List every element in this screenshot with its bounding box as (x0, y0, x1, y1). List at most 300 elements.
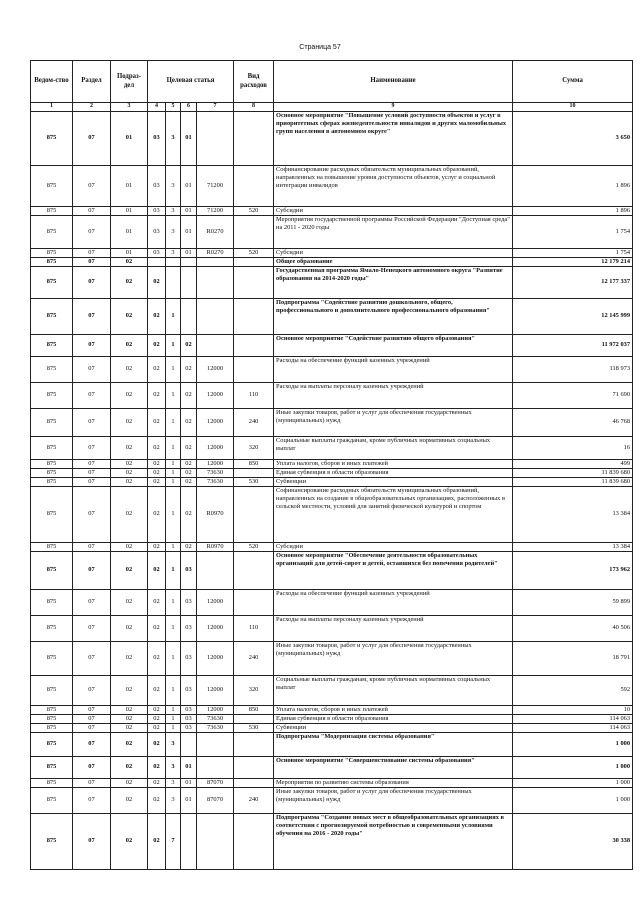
sum-cell: 592 (513, 675, 633, 705)
target-1-cell: 02 (148, 298, 166, 334)
target-4-cell (197, 334, 234, 356)
podrazdel-cell: 02 (111, 468, 148, 477)
target-4-cell: 73630 (197, 714, 234, 723)
razdel-cell: 07 (73, 756, 111, 778)
table-row (31, 778, 633, 787)
razdel-cell: 07 (73, 266, 111, 298)
target-2-cell: 1 (166, 542, 181, 551)
sum-cell: 11 972 037 (513, 334, 633, 356)
target-3-cell: 01 (181, 756, 197, 778)
razdel-cell: 07 (73, 468, 111, 477)
vid-cell: 520 (234, 206, 274, 215)
target-2-cell: 1 (166, 675, 181, 705)
ved-cell: 875 (31, 257, 73, 266)
podrazdel-cell: 02 (111, 723, 148, 732)
ved-cell: 875 (31, 111, 73, 165)
sum-cell: 1 000 (513, 756, 633, 778)
razdel-cell: 07 (73, 436, 111, 459)
col-number: 9 (274, 103, 513, 112)
table-row (31, 459, 633, 468)
name-cell: Расходы на выплаты персоналу казенных учреждений (274, 615, 513, 641)
target-4-cell: R0270 (197, 215, 234, 248)
name-cell: Государственная программа Ямало-Ненецкого автономного округа "Развитие образования на 2014-2020 годы" (274, 266, 513, 298)
name-cell: Социальные выплаты гражданам, кроме публичных нормативных социальных выплат (274, 675, 513, 705)
ved-cell: 875 (31, 486, 73, 542)
name-cell: Единая субвенция в области образования (274, 714, 513, 723)
vid-cell (234, 486, 274, 542)
target-3-cell: 03 (181, 615, 197, 641)
razdel-cell: 07 (73, 615, 111, 641)
name-cell: Субвенции (274, 477, 513, 486)
ved-cell: 875 (31, 334, 73, 356)
name-cell: Субсидии (274, 248, 513, 257)
target-3-cell: 03 (181, 675, 197, 705)
target-2-cell (166, 257, 181, 266)
ved-cell: 875 (31, 298, 73, 334)
target-4-cell (197, 111, 234, 165)
podrazdel-cell: 01 (111, 248, 148, 257)
vid-cell (234, 165, 274, 206)
sum-cell: 1 896 (513, 165, 633, 206)
podrazdel-cell: 02 (111, 714, 148, 723)
table-row (31, 206, 633, 215)
col-number: 2 (73, 103, 111, 112)
table-row (31, 248, 633, 257)
sum-cell: 59 899 (513, 589, 633, 615)
table-row (31, 542, 633, 551)
ved-cell: 875 (31, 408, 73, 436)
name-cell: Основное мероприятие "Совершенствование системы образования" (274, 756, 513, 778)
ved-cell: 875 (31, 589, 73, 615)
vid-cell: 240 (234, 787, 274, 813)
target-2-cell: 1 (166, 436, 181, 459)
name-cell: Основное мероприятие "Повышение условий доступности объектов и услуг в приоритетных сферах жизнедеятельности инвалидов и других маломобильных групп населения в автономном округе" (274, 111, 513, 165)
ved-cell: 875 (31, 356, 73, 382)
target-1-cell: 02 (148, 615, 166, 641)
vid-cell (234, 732, 274, 756)
sum-cell: 1 896 (513, 206, 633, 215)
target-1-cell: 02 (148, 756, 166, 778)
target-3-cell: 03 (181, 723, 197, 732)
ved-cell: 875 (31, 675, 73, 705)
target-2-cell: 1 (166, 705, 181, 714)
razdel-cell: 07 (73, 206, 111, 215)
table-row (31, 551, 633, 589)
target-2-cell: 1 (166, 334, 181, 356)
podrazdel-cell: 02 (111, 551, 148, 589)
vid-cell: 110 (234, 382, 274, 408)
table-row (31, 257, 633, 266)
podrazdel-cell: 02 (111, 641, 148, 675)
table-row (31, 165, 633, 206)
podrazdel-cell: 02 (111, 756, 148, 778)
vid-cell: 240 (234, 641, 274, 675)
target-4-cell: 71200 (197, 206, 234, 215)
vid-cell (234, 714, 274, 723)
name-cell: Расходы на обеспечение функций казенных учреждений (274, 356, 513, 382)
vid-cell (234, 334, 274, 356)
target-2-cell: 1 (166, 641, 181, 675)
target-2-cell: 1 (166, 723, 181, 732)
target-1-cell: 02 (148, 778, 166, 787)
col-number: 8 (234, 103, 274, 112)
target-1-cell: 03 (148, 215, 166, 248)
name-cell: Субвенции (274, 723, 513, 732)
target-2-cell: 1 (166, 615, 181, 641)
vid-cell: 240 (234, 408, 274, 436)
ved-cell: 875 (31, 615, 73, 641)
sum-cell: 13 384 (513, 486, 633, 542)
header-sum: Сумма (513, 61, 633, 103)
ved-cell: 875 (31, 723, 73, 732)
vid-cell (234, 266, 274, 298)
name-cell: Социальные выплаты гражданам, кроме публичных нормативных социальных выплат (274, 436, 513, 459)
target-3-cell: 02 (181, 542, 197, 551)
name-cell: Мероприятия по развитию системы образования (274, 778, 513, 787)
podrazdel-cell: 02 (111, 705, 148, 714)
target-3-cell: 02 (181, 382, 197, 408)
target-2-cell: 1 (166, 408, 181, 436)
razdel-cell: 07 (73, 248, 111, 257)
target-1-cell: 03 (148, 111, 166, 165)
name-cell: Подпрограмма "Содействие развитию дошкольного, общего, профессионального и дополнительного профессионального образования" (274, 298, 513, 334)
vid-cell (234, 215, 274, 248)
name-cell: Мероприятия государственной программы Российской Федерации "Доступная среда" на 2011 - 2020 годы (274, 215, 513, 248)
target-2-cell: 7 (166, 813, 181, 869)
target-4-cell: 12000 (197, 641, 234, 675)
target-2-cell: 1 (166, 468, 181, 477)
table-row (31, 787, 633, 813)
target-1-cell: 02 (148, 266, 166, 298)
target-4-cell (197, 298, 234, 334)
vid-cell: 320 (234, 436, 274, 459)
podrazdel-cell: 02 (111, 334, 148, 356)
table-row (31, 675, 633, 705)
podrazdel-cell: 02 (111, 298, 148, 334)
target-2-cell: 3 (166, 756, 181, 778)
podrazdel-cell: 02 (111, 813, 148, 869)
target-1-cell: 02 (148, 787, 166, 813)
sum-cell: 118 973 (513, 356, 633, 382)
target-4-cell: 73630 (197, 477, 234, 486)
vid-cell: 530 (234, 477, 274, 486)
podrazdel-cell: 02 (111, 486, 148, 542)
podrazdel-cell: 02 (111, 732, 148, 756)
target-3-cell: 02 (181, 468, 197, 477)
vid-cell (234, 551, 274, 589)
col-number: 10 (513, 103, 633, 112)
target-3-cell: 03 (181, 641, 197, 675)
target-3-cell (181, 257, 197, 266)
sum-cell: 13 384 (513, 542, 633, 551)
razdel-cell: 07 (73, 382, 111, 408)
table-row (31, 408, 633, 436)
vid-cell (234, 298, 274, 334)
razdel-cell: 07 (73, 551, 111, 589)
sum-cell: 1 000 (513, 732, 633, 756)
sum-cell: 16 (513, 436, 633, 459)
vid-cell: 530 (234, 723, 274, 732)
target-4-cell: R0970 (197, 542, 234, 551)
target-2-cell: 3 (166, 111, 181, 165)
target-4-cell: 73630 (197, 723, 234, 732)
podrazdel-cell: 02 (111, 356, 148, 382)
sum-cell: 1 000 (513, 778, 633, 787)
razdel-cell: 07 (73, 813, 111, 869)
col-number: 4 (148, 103, 166, 112)
column-numbers-row (31, 103, 633, 112)
name-cell: Субсидии (274, 206, 513, 215)
ved-cell: 875 (31, 248, 73, 257)
sum-cell: 12 177 337 (513, 266, 633, 298)
table-row (31, 436, 633, 459)
vid-cell (234, 468, 274, 477)
vid-cell (234, 356, 274, 382)
sum-cell: 114 063 (513, 723, 633, 732)
podrazdel-cell: 02 (111, 436, 148, 459)
ved-cell: 875 (31, 468, 73, 477)
target-3-cell: 02 (181, 486, 197, 542)
col-number: 6 (181, 103, 197, 112)
target-1-cell: 02 (148, 732, 166, 756)
razdel-cell: 07 (73, 298, 111, 334)
target-3-cell: 01 (181, 248, 197, 257)
target-1-cell: 02 (148, 468, 166, 477)
table-row (31, 813, 633, 869)
target-1-cell: 02 (148, 356, 166, 382)
target-2-cell: 3 (166, 732, 181, 756)
target-1-cell: 02 (148, 551, 166, 589)
podrazdel-cell: 02 (111, 266, 148, 298)
sum-cell: 499 (513, 459, 633, 468)
target-4-cell (197, 257, 234, 266)
sum-cell: 30 338 (513, 813, 633, 869)
table-row (31, 266, 633, 298)
table-row (31, 615, 633, 641)
target-3-cell: 03 (181, 551, 197, 589)
podrazdel-cell: 02 (111, 542, 148, 551)
razdel-cell: 07 (73, 589, 111, 615)
target-4-cell: 12000 (197, 615, 234, 641)
razdel-cell: 07 (73, 477, 111, 486)
target-2-cell: 3 (166, 248, 181, 257)
razdel-cell: 07 (73, 675, 111, 705)
target-2-cell: 1 (166, 551, 181, 589)
ved-cell: 875 (31, 477, 73, 486)
vid-cell (234, 756, 274, 778)
ved-cell: 875 (31, 641, 73, 675)
razdel-cell: 07 (73, 542, 111, 551)
target-3-cell: 03 (181, 705, 197, 714)
header-podrazdel: Подраз-дел (111, 61, 148, 103)
target-1-cell: 02 (148, 436, 166, 459)
target-1-cell: 02 (148, 641, 166, 675)
vid-cell (234, 111, 274, 165)
name-cell: Расходы на выплаты персоналу казенных учреждений (274, 382, 513, 408)
target-3-cell: 03 (181, 714, 197, 723)
table-row (31, 589, 633, 615)
target-4-cell: 12000 (197, 436, 234, 459)
podrazdel-cell: 01 (111, 215, 148, 248)
target-4-cell: 12000 (197, 356, 234, 382)
ved-cell: 875 (31, 206, 73, 215)
ved-cell: 875 (31, 165, 73, 206)
table-row (31, 732, 633, 756)
target-1-cell: 02 (148, 813, 166, 869)
target-3-cell: 02 (181, 408, 197, 436)
ved-cell: 875 (31, 778, 73, 787)
table-row (31, 356, 633, 382)
razdel-cell: 07 (73, 787, 111, 813)
table-row (31, 714, 633, 723)
ved-cell: 875 (31, 215, 73, 248)
sum-cell: 11 839 680 (513, 477, 633, 486)
target-4-cell: 12000 (197, 589, 234, 615)
razdel-cell: 07 (73, 459, 111, 468)
target-4-cell (197, 266, 234, 298)
ved-cell: 875 (31, 382, 73, 408)
table-row (31, 705, 633, 714)
name-cell: Иные закупки товаров, работ и услуг для обеспечения государственных (муниципальных) нужд (274, 787, 513, 813)
target-3-cell: 01 (181, 165, 197, 206)
target-4-cell: R0970 (197, 486, 234, 542)
sum-cell: 1 000 (513, 787, 633, 813)
podrazdel-cell: 02 (111, 589, 148, 615)
target-4-cell: 12000 (197, 382, 234, 408)
target-1-cell: 02 (148, 486, 166, 542)
target-4-cell: 12000 (197, 408, 234, 436)
target-2-cell: 1 (166, 382, 181, 408)
razdel-cell: 07 (73, 215, 111, 248)
target-1-cell: 02 (148, 542, 166, 551)
target-3-cell: 01 (181, 111, 197, 165)
podrazdel-cell: 02 (111, 787, 148, 813)
sum-cell: 40 506 (513, 615, 633, 641)
target-2-cell (166, 266, 181, 298)
col-number: 5 (166, 103, 181, 112)
name-cell: Подпрограмма "Модернизация системы образования" (274, 732, 513, 756)
razdel-cell: 07 (73, 641, 111, 675)
target-1-cell: 02 (148, 675, 166, 705)
target-1-cell: 02 (148, 714, 166, 723)
ved-cell: 875 (31, 436, 73, 459)
target-1-cell: 03 (148, 165, 166, 206)
table-row (31, 756, 633, 778)
name-cell: Субсидии (274, 542, 513, 551)
target-2-cell: 1 (166, 298, 181, 334)
header-ved: Ведом-ство (31, 61, 73, 103)
sum-cell: 46 768 (513, 408, 633, 436)
razdel-cell: 07 (73, 732, 111, 756)
razdel-cell: 07 (73, 705, 111, 714)
name-cell: Софинансирование расходных обязательств муниципальных образований, направленных на повышение уровня доступности объектов, услуг и социальной интеграции инвалидов (274, 165, 513, 206)
ved-cell: 875 (31, 266, 73, 298)
name-cell: Софинансирование расходных обязательств муниципальных образований, направленных на создание в общеобразовательных организациях, расположенных в сельской местности, условий для занятий физической культурой и спортом (274, 486, 513, 542)
name-cell: Общее образование (274, 257, 513, 266)
col-number: 1 (31, 103, 73, 112)
table-row (31, 641, 633, 675)
target-3-cell (181, 813, 197, 869)
sum-cell: 10 (513, 705, 633, 714)
target-3-cell: 02 (181, 334, 197, 356)
ved-cell: 875 (31, 705, 73, 714)
target-2-cell: 1 (166, 459, 181, 468)
target-3-cell (181, 298, 197, 334)
target-2-cell: 3 (166, 165, 181, 206)
header-vid: Вид расходов (234, 61, 274, 103)
sum-cell: 3 650 (513, 111, 633, 165)
sum-cell: 11 839 680 (513, 468, 633, 477)
header-razdel: Раздел (73, 61, 111, 103)
vid-cell (234, 813, 274, 869)
razdel-cell: 07 (73, 714, 111, 723)
podrazdel-cell: 02 (111, 778, 148, 787)
podrazdel-cell: 02 (111, 459, 148, 468)
name-cell: Иные закупки товаров, работ и услуг для обеспечения государственных (муниципальных) нужд (274, 408, 513, 436)
target-2-cell: 3 (166, 787, 181, 813)
target-3-cell: 03 (181, 589, 197, 615)
target-2-cell: 1 (166, 477, 181, 486)
podrazdel-cell: 01 (111, 111, 148, 165)
name-cell: Основное мероприятие "Содействие развитию общего образования" (274, 334, 513, 356)
name-cell: Расходы на обеспечение функций казенных учреждений (274, 589, 513, 615)
target-3-cell: 02 (181, 459, 197, 468)
target-3-cell: 01 (181, 206, 197, 215)
ved-cell: 875 (31, 714, 73, 723)
page-number: Страница 57 (299, 44, 341, 51)
sum-cell: 18 791 (513, 641, 633, 675)
vid-cell (234, 257, 274, 266)
name-cell: Уплата налогов, сборов и иных платежей (274, 705, 513, 714)
target-3-cell: 02 (181, 436, 197, 459)
target-3-cell: 01 (181, 778, 197, 787)
ved-cell: 875 (31, 542, 73, 551)
razdel-cell: 07 (73, 408, 111, 436)
target-3-cell: 01 (181, 215, 197, 248)
target-4-cell: 71200 (197, 165, 234, 206)
vid-cell: 520 (234, 542, 274, 551)
col-number: 7 (197, 103, 234, 112)
target-3-cell: 01 (181, 787, 197, 813)
target-1-cell: 02 (148, 705, 166, 714)
target-1-cell: 02 (148, 477, 166, 486)
razdel-cell: 07 (73, 723, 111, 732)
sum-cell: 114 063 (513, 714, 633, 723)
target-1-cell: 02 (148, 459, 166, 468)
col-number: 3 (111, 103, 148, 112)
target-2-cell: 3 (166, 215, 181, 248)
target-1-cell: 02 (148, 382, 166, 408)
vid-cell (234, 778, 274, 787)
budget-table (30, 60, 633, 870)
target-4-cell: 87070 (197, 778, 234, 787)
podrazdel-cell: 02 (111, 477, 148, 486)
target-4-cell: 12000 (197, 705, 234, 714)
ved-cell: 875 (31, 813, 73, 869)
target-4-cell: 73630 (197, 468, 234, 477)
target-4-cell (197, 551, 234, 589)
target-1-cell: 02 (148, 334, 166, 356)
razdel-cell: 07 (73, 778, 111, 787)
table-row (31, 382, 633, 408)
target-2-cell: 1 (166, 486, 181, 542)
podrazdel-cell: 02 (111, 382, 148, 408)
razdel-cell: 07 (73, 111, 111, 165)
target-4-cell: 12000 (197, 675, 234, 705)
ved-cell: 875 (31, 732, 73, 756)
sum-cell: 173 962 (513, 551, 633, 589)
table-row (31, 723, 633, 732)
